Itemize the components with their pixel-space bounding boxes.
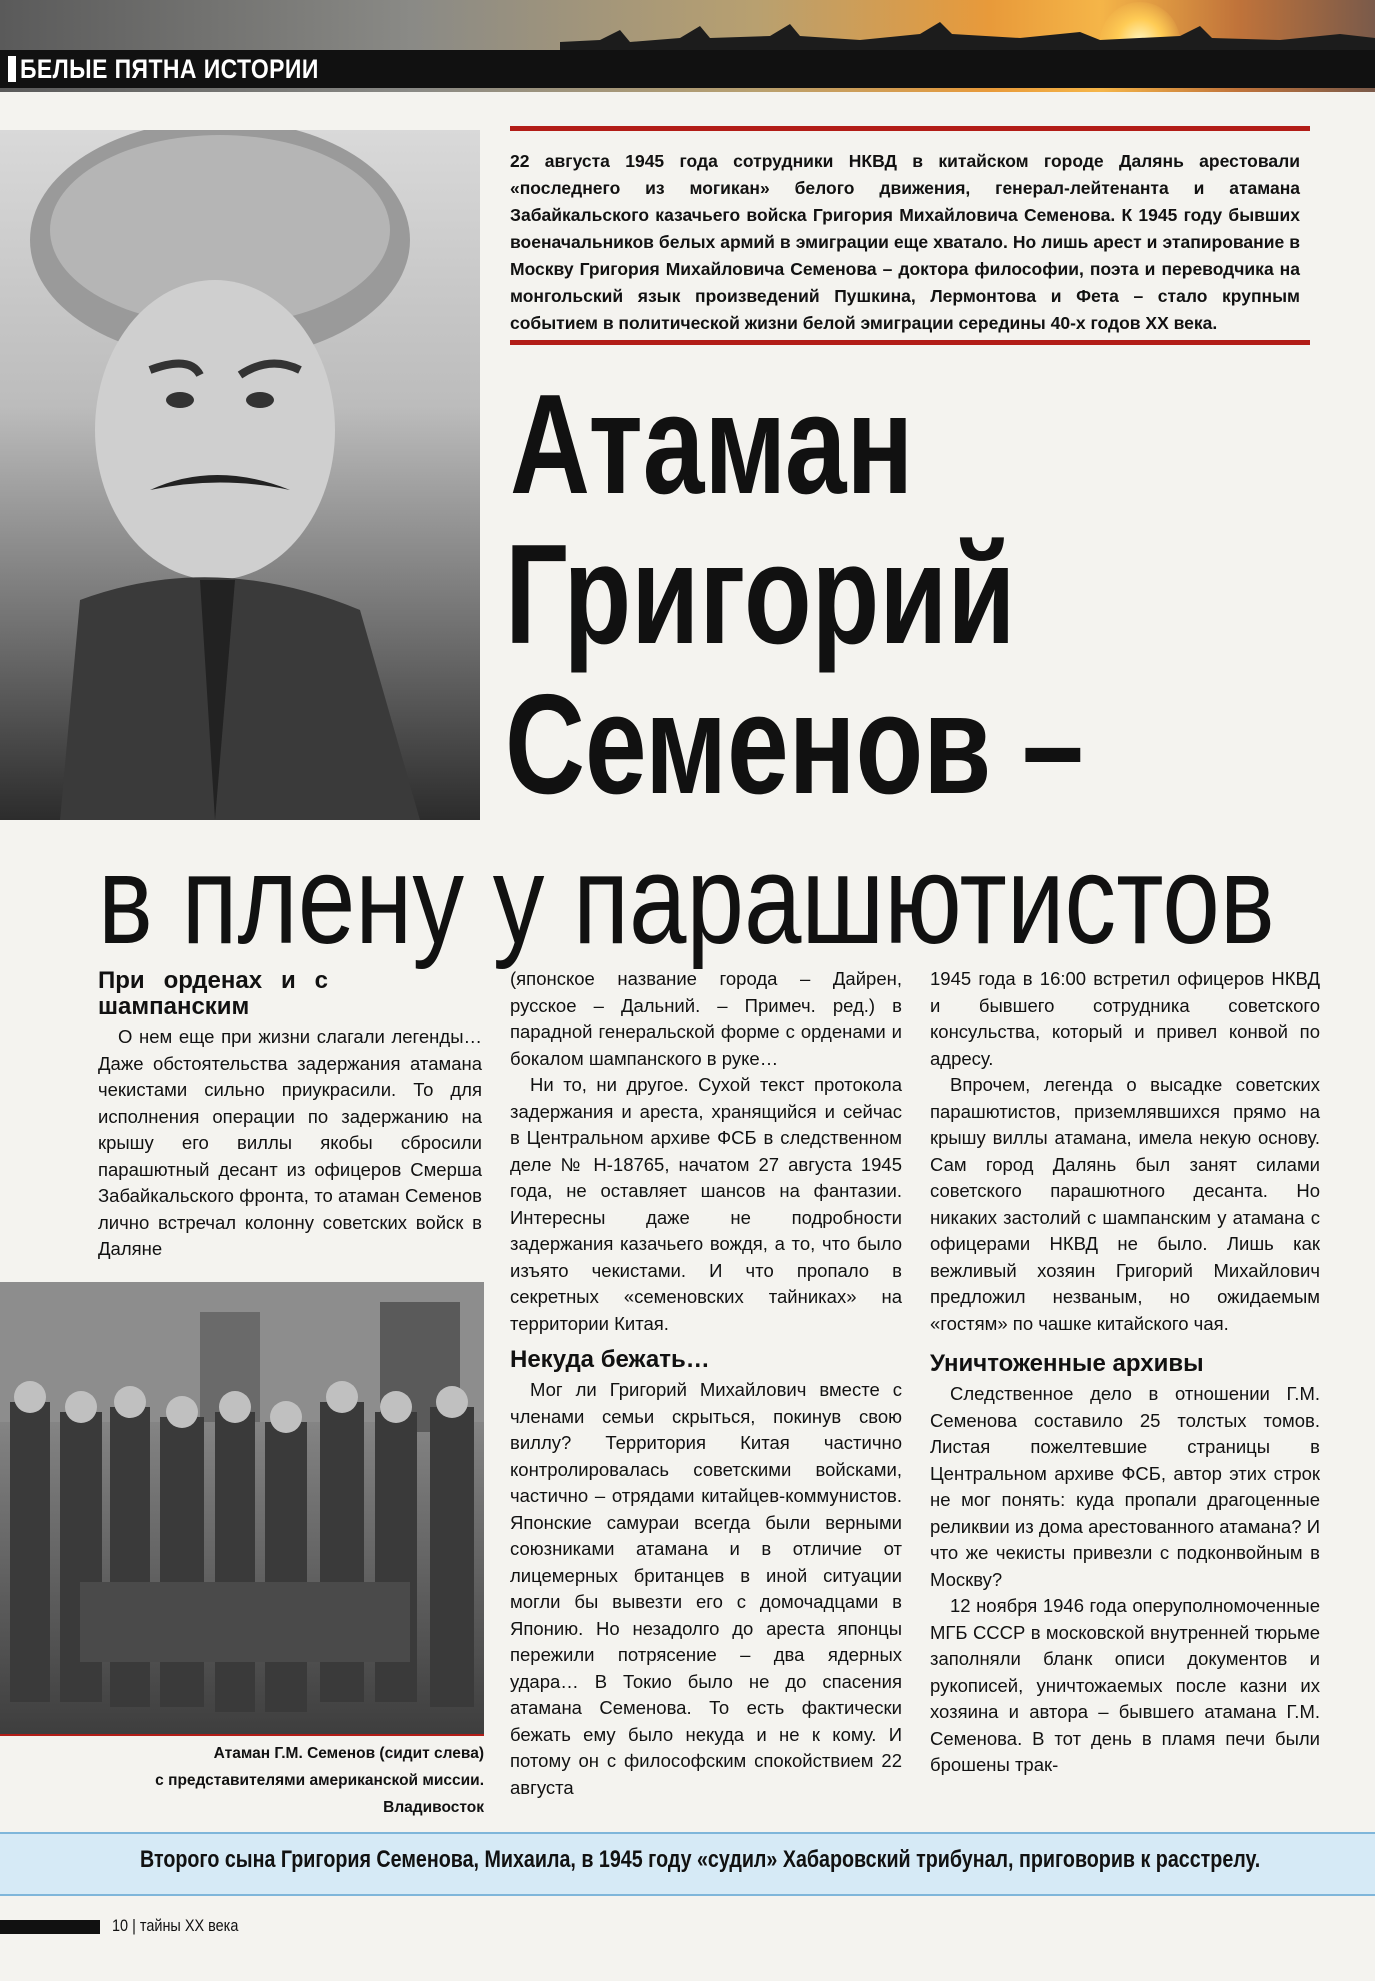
paragraph: 1945 года в 16:00 встретил офицеров НКВД и бывшего сотрудника советского консульства, который и привел конвой по адресу.: [930, 968, 1320, 1069]
paragraph: 12 ноября 1946 года оперуполномоченные МГБ СССР в московской внутренней тюрьме заполняли бланк описи документов и рукописей, уничтожаемых после казни их хозяина и автора – бывшего атамана Г.М. Семенова. В тот день в пламя печи были брошены трак-: [930, 1595, 1320, 1775]
lead-top-rule: [510, 126, 1310, 131]
footer-separator: |: [132, 1916, 136, 1935]
subhead-destroyed-archives: Уничтоженные архивы: [930, 1350, 1204, 1377]
headline-line-3: Семенов –: [505, 665, 1084, 824]
paragraph: О нем еще при жизни слагали легенды… Даже обстоятельства задержания атамана чекистами сильно приукрасили. То для исполнения операции по задержанию на крышу его виллы якобы сбросили парашютный десант из офицеров Смерша Забайкальского фронта, то атаман Семенов лично встречал колонну советских войск в Даляне: [98, 1026, 482, 1259]
portrait-illustration: [0, 130, 480, 820]
callout-text: Второго сына Григория Семенова, Михаила, в 1945 году «судил» Хабаровский трибунал, приговорив к расстрелу.: [140, 1846, 1261, 1873]
portrait-photo: [0, 130, 480, 820]
page-footer: [112, 1914, 238, 1938]
group-photo-illustration: [0, 1282, 484, 1734]
headline-line-1: Атаман: [510, 365, 914, 524]
caption-line-1: Атаман Г.М. Семенов (сидит слева): [213, 1745, 484, 1762]
subhead-nowhere-to-run: Некуда бежать…: [510, 1346, 710, 1373]
paragraph: (японское название города – Дайрен, русское – Дальний. – Примеч. ред.) в парадной генеральской форме с орденами и бокалом шампанского в руке…: [510, 968, 902, 1069]
footer-bar: [0, 1920, 100, 1934]
paragraph: Впрочем, легенда о высадке советских парашютистов, приземлявшихся прямо на крышу виллы атамана, имела некую основу. Сам город Далянь был занят силами советского парашютного десанта. Но никаких застолий с шампанским у атамана с офицерами НКВД не было. Лишь как вежливый хозяин Григорий Михайлович предложил незваным, но ожидаемым «гостям» по чашке китайского чая.: [930, 1074, 1320, 1334]
headline-line-2: Григорий: [505, 515, 1016, 674]
section-title: БЕЛЫЕ ПЯТНА ИСТОРИИ: [20, 54, 319, 84]
lead-bottom-rule: [510, 340, 1310, 345]
caption-rule: [0, 1734, 484, 1736]
caption-line-3: Владивосток: [383, 1799, 484, 1816]
article-column-3: [930, 966, 1320, 1779]
photo-caption: [140, 1740, 484, 1821]
lead-paragraph: 22 августа 1945 года сотрудники НКВД в китайском городе Далянь арестовали «последнего из могикан» белого движения, генерал-лейтенанта и атамана Забайкальского казачьего войска Григория Михайловича Семенова. К 1945 году бывших военачальников белых армий в эмиграции еще хватало. Но лишь арест и этапирование в Москву Григория Михайловича Семенова – доктора философии, поэта и переводчика на монгольский язык произведений Пушкина, Лермонтова и Фета – стало крупным событием в политической жизни белой эмиграции середины 40-х годов XX века.: [510, 151, 1300, 333]
subhead-orders: При орденах и с шампанским: [98, 967, 328, 1020]
magazine-name: тайны ХХ века: [139, 1916, 239, 1935]
article-column-1: [98, 968, 482, 1263]
paragraph: Мог ли Григорий Михайлович вместе с членами семьи скрыться, покинув свою виллу? Территория Китая частично контролировалась советскими войсками, частично – отрядами китайцев-коммунистов. Японские самураи всегда были верными союзниками атамана и в отличие от лицемерных британцев в иной ситуации могли бы вывезти его с домочадцами в Японию. Но незадолго до ареста японцы пережили потрясение – два ядерных удара… В Токио было не до спасения атамана Семенова. То есть фактически бежать ему было некуда и не к кому. И потому он с философским спокойствием 22 августа: [510, 1379, 902, 1798]
paragraph: Ни то, ни другое. Сухой текст протокола задержания и ареста, хранящийся и сейчас в Центральном архиве ФСБ в следственном деле № Н-18765, начатом 27 августа 1945 года, не оставляет шансов на фантазии. Интересны даже не подробности задержания казачьего вождя, а то, что было изъято чекистами. И что пропало в секретных «семеновских тайниках» на территории Китая.: [510, 1074, 902, 1334]
article-column-2: [510, 966, 902, 1801]
paragraph: Следственное дело в отношении Г.М. Семенова составило 25 толстых томов. Листая пожелтевшие страницы в Центральном архиве ФСБ, автор этих строк не мог понять: куда пропали драгоценные реликвии из дома арестованного атамана? И что же чекисты привезли с подконвойным в Москву?: [930, 1383, 1320, 1590]
section-marker: [8, 56, 16, 82]
headline-line-4: в плену у парашютистов: [98, 829, 1275, 970]
skyline-silhouette: [560, 20, 1375, 52]
caption-line-2: с представителями американской миссии.: [155, 1772, 484, 1789]
group-photo: [0, 1282, 484, 1734]
page-number: 10: [112, 1916, 129, 1935]
